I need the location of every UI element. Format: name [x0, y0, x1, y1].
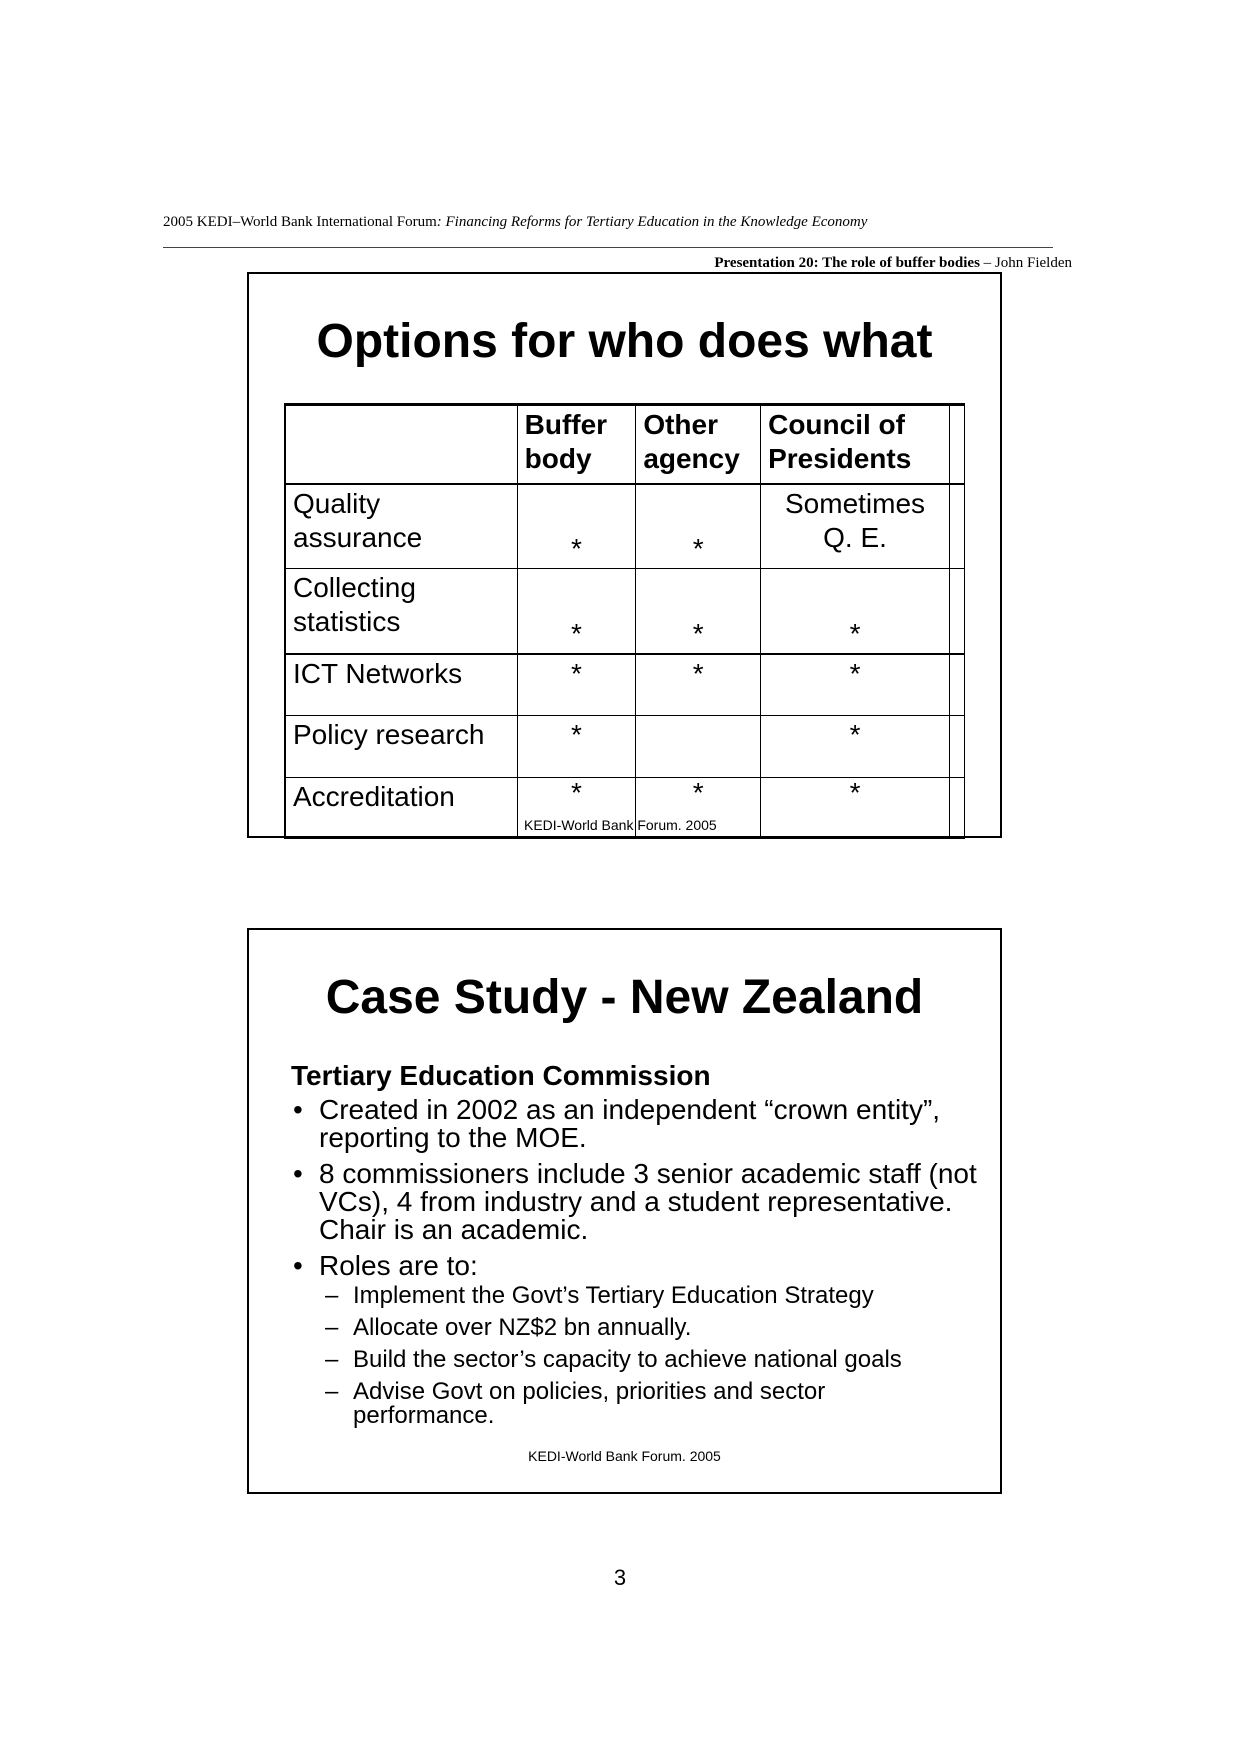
- slide-body: [291, 1062, 981, 1436]
- presentation-line: [714, 255, 1072, 272]
- forum-name: 2005 KEDI–World Bank International Forum: [163, 214, 437, 230]
- table-header-row: [285, 405, 965, 484]
- section-heading: Tertiary Education Commission: [291, 1060, 711, 1091]
- author: – John Fielden: [979, 255, 1072, 271]
- cell: [636, 716, 761, 778]
- cell: *: [636, 569, 761, 654]
- slide-case-study: [247, 928, 1002, 1494]
- sub-bullet-text: Advise Govt on policies, priorities and sector performance.: [353, 1378, 826, 1429]
- slide-options: [247, 272, 1002, 838]
- sub-bullet-text: Implement the Govt’s Tertiary Education Strategy: [353, 1282, 874, 1309]
- header-rule: [163, 247, 1053, 248]
- table-row: [285, 484, 965, 569]
- running-header: [163, 214, 867, 231]
- cell: *: [761, 778, 950, 839]
- sub-bullet-item: – Advise Govt on policies, priorities and sector performance.: [325, 1378, 826, 1429]
- row-label: Quality assurance: [285, 484, 517, 569]
- spacer-cell: [949, 569, 964, 654]
- spacer-cell: [949, 716, 964, 778]
- sub-bullet-item: – Allocate over NZ$2 bn annually.: [325, 1314, 692, 1341]
- table-row: [285, 654, 965, 716]
- sub-bullet-item: – Implement the Govt’s Tertiary Education Strategy: [325, 1282, 874, 1309]
- bullet-item: • 8 commissioners include 3 senior academic staff (not VCs), 4 from industry and a student representative. Chair is an academic.: [291, 1160, 981, 1244]
- header-cell: Buffer body: [517, 405, 636, 484]
- cell: *: [517, 569, 636, 654]
- cell: *: [517, 716, 636, 778]
- cell: *: [517, 654, 636, 716]
- header-cell: Council of Presidents: [761, 405, 950, 484]
- spacer-cell: [949, 654, 964, 716]
- cell: *: [636, 778, 761, 839]
- cell: Sometimes Q. E.: [761, 484, 950, 569]
- sub-bullet-text: Build the sector’s capacity to achieve national goals: [353, 1346, 902, 1373]
- forum-subtitle: : Financing Reforms for Tertiary Education in the Knowledge Economy: [436, 214, 868, 230]
- header-cell: [285, 405, 517, 484]
- table-row: [285, 716, 965, 778]
- bullet-item: • Roles are to:: [291, 1252, 981, 1280]
- cell: *: [636, 654, 761, 716]
- row-label: Accreditation: [285, 778, 517, 839]
- spacer-cell: [949, 484, 964, 569]
- spacer-cell: [949, 405, 964, 484]
- table-row: [285, 569, 965, 654]
- options-table: [284, 403, 965, 839]
- page-number: 3: [613, 1565, 627, 1590]
- cell: *: [761, 716, 950, 778]
- spacer-cell: [949, 778, 964, 839]
- bullet-item: • Created in 2002 as an independent “crown entity”, reporting to the MOE.: [291, 1096, 981, 1152]
- cell: *: [517, 484, 636, 569]
- cell: *: [761, 654, 950, 716]
- slide-title: Options for who does what: [316, 315, 933, 368]
- row-label: Collecting statistics: [285, 569, 517, 654]
- row-label: Policy research: [285, 716, 517, 778]
- presentation-title: Presentation 20: The role of buffer bodies: [714, 255, 980, 271]
- cell: *: [761, 569, 950, 654]
- sub-bullet-text: Allocate over NZ$2 bn annually.: [353, 1314, 692, 1341]
- slide-title: Case Study - New Zealand: [325, 971, 924, 1024]
- sub-bullet-item: – Build the sector’s capacity to achieve national goals: [325, 1346, 902, 1373]
- slide-footer: KEDI-World Bank Forum. 2005: [528, 1448, 721, 1464]
- slide-footer: KEDI-World Bank Forum. 2005: [524, 817, 717, 833]
- row-label: ICT Networks: [285, 654, 517, 716]
- cell: *: [636, 484, 761, 569]
- cell: *: [517, 778, 636, 839]
- header-cell: Other agency: [636, 405, 761, 484]
